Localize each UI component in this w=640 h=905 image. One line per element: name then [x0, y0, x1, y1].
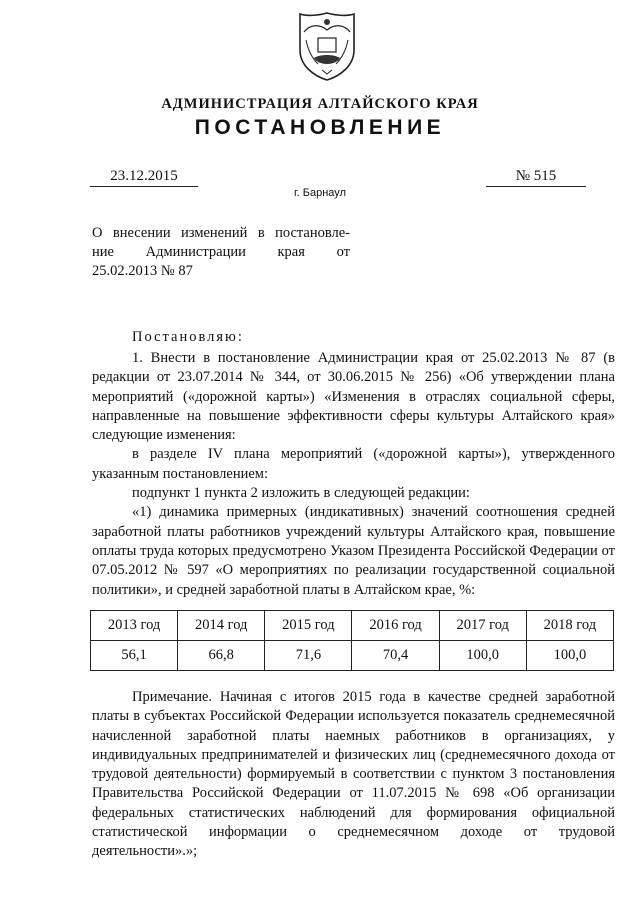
- document-type: ПОСТАНОВЛЕНИЕ: [194, 116, 446, 139]
- paragraph: подпункт 1 пункта 2 изложить в следующей редакции:: [132, 485, 470, 502]
- subject-line: ние Администрации края от: [92, 244, 350, 260]
- resolve-word: Постановляю:: [132, 329, 244, 345]
- document-number: № 515: [486, 168, 586, 187]
- table-cell: 70,4: [352, 641, 439, 671]
- table-cell: 56,1: [91, 641, 178, 671]
- note-text: [92, 688, 615, 862]
- table-header-cell: 2016 год: [352, 611, 439, 641]
- coat-of-arms-emblem: [296, 10, 358, 82]
- document-subject: [92, 224, 350, 281]
- table-header-cell: 2014 год: [178, 611, 265, 641]
- table-header-cell: 2015 год: [265, 611, 352, 641]
- resolution-text: [92, 349, 615, 600]
- paragraph: в разделе IV плана мероприятий («дорожной карты»), утвержденного указанным постановлением:: [92, 446, 615, 482]
- paragraph: «1) динамика примерных (индикативных) значений соотношения средней заработной платы работников учреждений культуры Алтайского края, повышение оплаты труда которых предусмотрено Указом Президента Российской Федерации от 07.05.2012 № 597 «О мероприятиях по реализации государственной социальной политики», и средней заработной платы в Алтайском крае, %:: [92, 504, 615, 598]
- document-city: г. Барнаул: [294, 187, 346, 199]
- table-cell: 100,0: [439, 641, 526, 671]
- table-row: [91, 641, 614, 671]
- table-header-cell: 2018 год: [526, 611, 613, 641]
- table-cell: 66,8: [178, 641, 265, 671]
- subject-line: 25.02.2013 № 87: [92, 263, 193, 279]
- indicator-table: [90, 610, 614, 671]
- subject-line: О внесении изменений в постановле-: [92, 225, 350, 241]
- paragraph: 1. Внести в постановление Администрации края от 25.02.2013 № 87 (в редакции от 23.07.2014 № 344, от 30.06.2015 № 256) «Об утверждении плана мероприятий («дорожной карты») «Изменения в отраслях социальной сферы, направленные на повышение эффективности сферы культуры Алтайского края» следующие изменения:: [92, 350, 615, 444]
- document-date: 23.12.2015: [90, 168, 198, 187]
- table-header-cell: 2017 год: [439, 611, 526, 641]
- note-paragraph: Примечание. Начиная с итогов 2015 года в качестве средней заработной платы в субъектах Российской Федерации используется показатель среднемесячной начисленной заработной платы наемных работников в организациях, у индивидуальных предпринимателей и физических лиц (среднемесячного дохода от трудовой деятельности) формируемый в соответствии с пунктом 3 постановления Правительства Российской Федерации от 11.07.2015 № 698 «Об организации федеральных статистических наблюдений для формирования официальной статистической информации о среднемесячном доходе от трудовой деятельности».»;: [92, 689, 615, 860]
- table-header-row: [91, 611, 614, 641]
- table-cell: 100,0: [526, 641, 613, 671]
- table-header-cell: 2013 год: [91, 611, 178, 641]
- table-cell: 71,6: [265, 641, 352, 671]
- organization-name: АДМИНИСТРАЦИЯ АЛТАЙСКОГО КРАЯ: [161, 96, 479, 112]
